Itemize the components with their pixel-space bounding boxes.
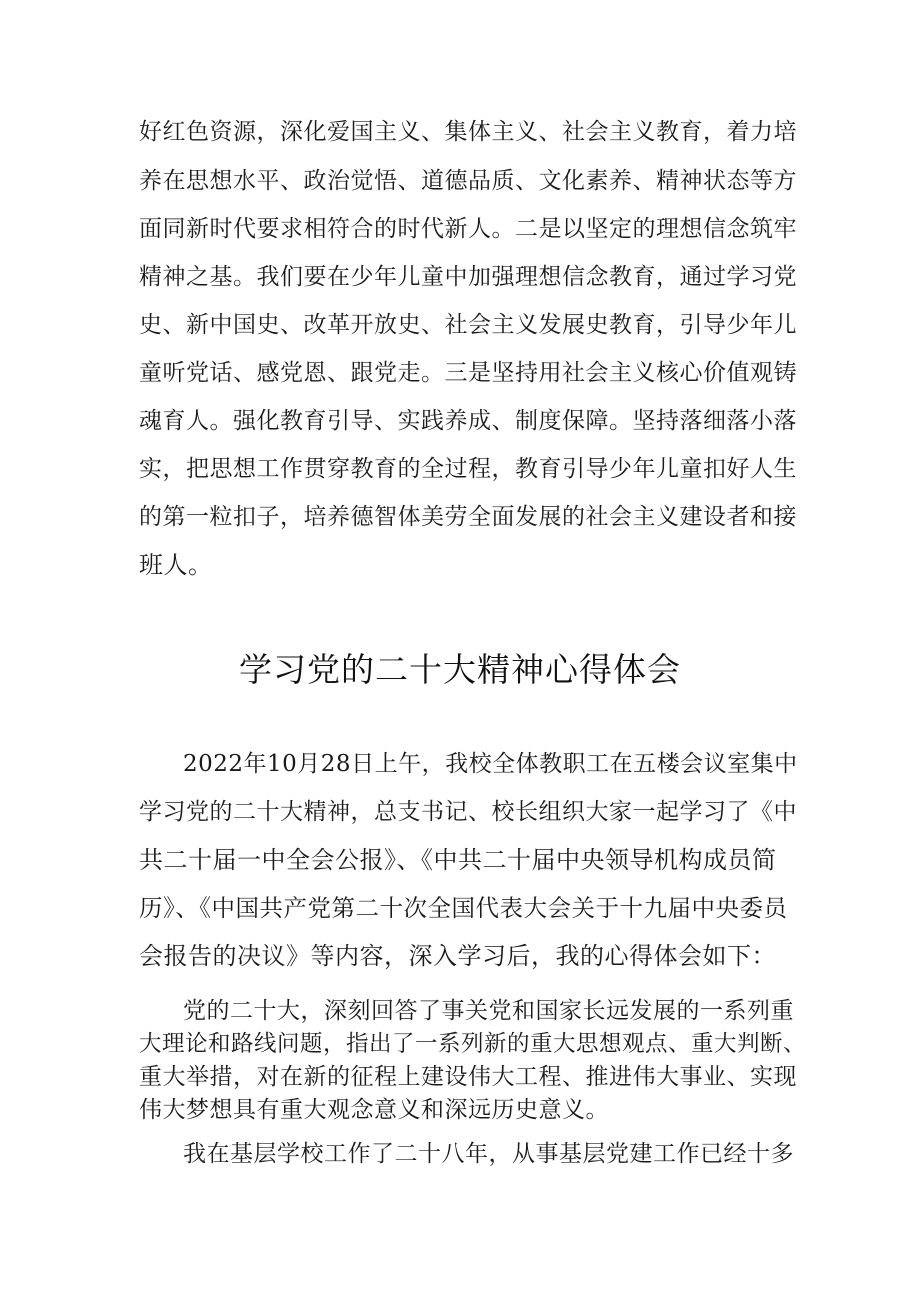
text-line: 学习党的二十大精神，总支书记、校长组织大家一起学习了《中: [139, 799, 797, 825]
text-line: 伟大梦想具有重大观念意义和深远历史意义。: [139, 1097, 609, 1123]
text-line: 精神之基。我们要在少年儿童中加强理想信念教育，通过学习党: [139, 264, 797, 290]
text-line: 重大举措，对在新的征程上建设伟大工程、推进伟大事业、实现: [139, 1064, 797, 1090]
text-line: 好红色资源，深化爱国主义、集体主义、社会主义教育，着力培: [139, 119, 797, 145]
article-title: 学习党的二十大精神心得体会: [239, 650, 681, 689]
text-line: 共二十届一中全会公报》、《中共二十届中央领导机构成员简: [139, 846, 777, 874]
text-line: 我在基层学校工作了二十八年，从事基层党建工作已经十多: [183, 1141, 794, 1167]
text-line: 面同新时代要求相符合的时代新人。二是以坚定的理想信念筑牢: [139, 216, 797, 242]
text-line: 童听党话、感党恩、跟党走。三是坚持用社会主义核心价值观铸: [139, 360, 797, 386]
text-line: 养在思想水平、政治觉悟、道德品质、文化素养、精神状态等方: [139, 168, 797, 194]
text-line: 2022年10月28日上午，我校全体教职工在五楼会议室集中: [183, 751, 798, 777]
text-line: 大理论和路线问题，指出了一系列新的重大思想观点、重大判断、: [139, 1031, 807, 1057]
text-line: 实，把思想工作贯穿教育的全过程，教育引导少年儿童扣好人生: [139, 456, 797, 482]
text-line: 的第一粒扣子，培养德智体美劳全面发展的社会主义建设者和接: [139, 504, 797, 530]
text-line: 会报告的决议》等内容，深入学习后，我的心得体会如下：: [139, 942, 776, 970]
text-line: 党的二十大，深刻回答了事关党和国家长远发展的一系列重: [183, 998, 794, 1024]
text-line: 历》、《中国共产党第二十次全国代表大会关于十九届中央委员: [139, 894, 788, 922]
text-line: 魂育人。强化教育引导、实践养成、制度保障。坚持落细落小落: [139, 408, 797, 434]
text-line: 史、新中国史、改革开放史、社会主义发展史教育，引导少年儿: [139, 312, 797, 338]
text-line: 班人。: [139, 551, 213, 579]
